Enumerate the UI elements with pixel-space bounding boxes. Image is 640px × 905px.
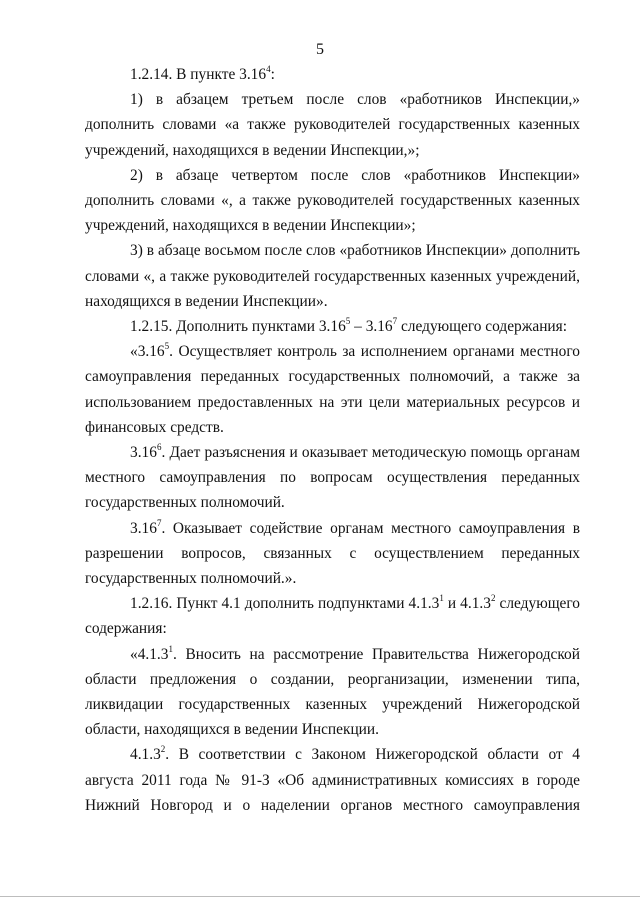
paragraph-4-1-3-2: 4.1.3$^2$. В соответствии с Законом Нижегородской области от 4 августа 2011 года № 91-З «Об административных комиссиях в городе Нижний Новгород и о наделении органов местного самоуправления: [85, 744, 580, 814]
paragraph-1-2-14: 1.2.14. В пункте 3.16$^4$:: [130, 63, 275, 83]
scan-edge-line: [0, 896, 640, 897]
document-body: [85, 62, 580, 818]
paragraph-3-16-7: 3.16$^7$. Оказывает содействие органам местного самоуправления в разрешении вопросов, связанных с осуществлением переданных государственных полномочий.».: [85, 517, 580, 588]
paragraph-item-1: 1) в абзацем третьем после слов «работников Инспекции,» дополнить словами «а также руководителей государственных казенных учреждений, находящихся в ведении Инспекции,»;: [85, 91, 580, 159]
paragraph-1-2-15: 1.2.15. Дополнить пунктами 3.16$^5$ – 3.16$^7$ следующего содержания:: [130, 315, 568, 336]
paragraph-item-2: 2) в абзаце четвертом после слов «работников Инспекции» дополнить словами «, а также руководителей государственных казенных учреждений, находящихся в ведении Инспекции»;: [85, 166, 580, 235]
paragraph-3-16-5: «3.16$^5$. Осуществляет контроль за исполнением органами местного самоуправления переданных государственных полномочий, а также за использованием предоставленных на эти цели материальных ресурсов и финансовых средств.: [85, 341, 580, 436]
paragraph-4-1-3-1: «4.1.3$^1$. Вносить на рассмотрение Правительства Нижегородской области предложения о создании, реорганизации, изменении типа, ликвидации государственных казенных учреждений Нижегородской области, находящихся в ведении Инспекции.: [85, 643, 580, 739]
paragraph-item-3: 3) в абзаце восьмом после слов «работников Инспекции» дополнить словами «, а также руководителей государственных казенных учреждений, находящихся в ведении Инспекции».: [85, 242, 580, 310]
page-number: 5: [316, 41, 324, 58]
paragraph-3-16-6: 3.16$^6$. Дает разъяснения и оказывает методическую помощь органам местного самоуправления по вопросам осуществления переданных государственных полномочий.: [85, 441, 580, 512]
paragraph-1-2-16: 1.2.16. Пункт 4.1 дополнить подпунктами 4.1.3$^1$ и 4.1.3$^2$ следующего содержания:: [85, 593, 580, 638]
